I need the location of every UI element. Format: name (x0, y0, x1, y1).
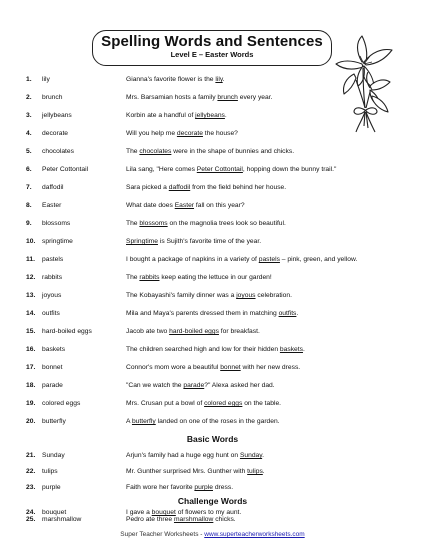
sentence: Mila and Maya's parents dressed them in matching outfits. (126, 310, 299, 317)
spelling-word: jellybeans (42, 112, 72, 119)
spelling-word: purple (42, 484, 61, 491)
spelling-word: baskets (42, 346, 66, 353)
item-number: 25. (26, 516, 36, 523)
spelling-word: tulips (42, 468, 58, 475)
spelling-word: outfits (42, 310, 60, 317)
item-number: 16. (26, 346, 36, 353)
item-number: 8. (26, 202, 32, 209)
spelling-word: rabbits (42, 274, 63, 281)
sentence: I gave a bouquet of flowers to my aunt. (126, 509, 242, 516)
sentence: Mrs. Crusan put a bowl of colored eggs on the table. (126, 400, 282, 407)
footer (0, 531, 425, 538)
item-number: 15. (26, 328, 36, 335)
sentence: Lila sang, "Here comes Peter Cottontail, hopping down the bunny trail." (126, 166, 337, 173)
sentence: Pedro ate three marshmallow chicks. (126, 516, 236, 523)
spelling-word: Sunday (42, 452, 65, 459)
spelling-word: joyous (42, 292, 62, 299)
item-number: 18. (26, 382, 36, 389)
spelling-word: chocolates (42, 148, 74, 155)
page-title: Spelling Words and Sentences (101, 33, 323, 50)
footer-text: Super Teacher Worksheets - (120, 531, 205, 538)
sentence: The blossoms on the magnolia trees look so beautiful. (126, 220, 286, 227)
lily-flower-bouquet-icon (332, 34, 400, 140)
spelling-word: hard-boiled eggs (42, 328, 92, 335)
sentence: I bought a package of napkins in a variety of pastels – pink, green, and yellow. (126, 256, 358, 263)
item-number: 14. (26, 310, 36, 317)
sentence: Mrs. Barsamian hosts a family brunch every year. (126, 94, 273, 101)
sentence: What date does Easter fall on this year? (126, 202, 245, 209)
spelling-word: decorate (42, 130, 69, 137)
sentence: The children searched high and low for their hidden baskets. (126, 346, 305, 353)
sentence: Connor's mom wore a beautiful bonnet with her new dress. (126, 364, 301, 371)
item-number: 22. (26, 468, 36, 475)
spelling-word: bouquet (42, 509, 67, 516)
item-number: 11. (26, 256, 35, 263)
item-number: 10. (26, 238, 36, 245)
sentence: The Kobayashi's family dinner was a joyous celebration. (126, 292, 292, 299)
sentence: The chocolates were in the shape of bunnies and chicks. (126, 148, 295, 155)
sentence: Faith wore her favorite purple dress. (126, 484, 234, 491)
item-number: 2. (26, 94, 32, 101)
sentence: Jacob ate two hard-boiled eggs for breakfast. (126, 328, 260, 335)
item-number: 17. (26, 364, 36, 371)
spelling-word: daffodil (42, 184, 64, 191)
sentence: Mr. Gunther surprised Mrs. Gunther with tulips. (126, 468, 265, 475)
item-number: 23. (26, 484, 36, 491)
spelling-word: pastels (42, 256, 64, 263)
challenge-words-heading: Challenge Words (177, 496, 248, 506)
item-number: 20. (26, 418, 36, 425)
spelling-word: colored eggs (42, 400, 81, 407)
spelling-word: Easter (42, 202, 62, 209)
basic-words-heading: Basic Words (186, 434, 239, 444)
item-number: 6. (26, 166, 32, 173)
item-number: 13. (26, 292, 36, 299)
spelling-word: bonnet (42, 364, 63, 371)
item-number: 7. (26, 184, 32, 191)
sentence: Korbin ate a handful of jellybeans. (126, 112, 227, 119)
item-number: 12. (26, 274, 36, 281)
spelling-word: brunch (42, 94, 63, 101)
item-number: 4. (26, 130, 32, 137)
spelling-word: parade (42, 382, 63, 389)
spelling-word: lily (42, 76, 50, 83)
sentence: Sara picked a daffodil from the field behind her house. (126, 184, 287, 191)
sentence: Springtime is Sujith's favorite time of the year. (126, 238, 262, 245)
sentence: Gianna's favorite flower is the lily. (126, 76, 225, 83)
sentence: A butterfly landed on one of the roses in the garden. (126, 418, 280, 425)
sentence: The rabbits keep eating the lettuce in our garden! (126, 274, 272, 281)
item-number: 3. (26, 112, 32, 119)
item-number: 1. (26, 76, 32, 83)
page-subtitle: Level E – Easter Words (170, 50, 254, 59)
spelling-word: marshmallow (42, 516, 82, 523)
item-number: 19. (26, 400, 36, 407)
spelling-word: blossoms (42, 220, 71, 227)
spelling-word: springtime (42, 238, 73, 245)
sentence: Will you help me decorate the house? (126, 130, 238, 137)
item-number: 5. (26, 148, 32, 155)
spelling-word: Peter Cottontail (42, 166, 89, 173)
title-box (92, 30, 332, 66)
spelling-word: butterfly (42, 418, 66, 425)
sentence: Arjun's family had a huge egg hunt on Sunday. (126, 452, 264, 459)
item-number: 24. (26, 509, 36, 516)
footer-link[interactable]: www.superteacherworksheets.com (204, 531, 305, 538)
item-number: 21. (26, 452, 36, 459)
item-number: 9. (26, 220, 32, 227)
sentence: "Can we watch the parade?" Alexa asked her dad. (126, 382, 275, 389)
